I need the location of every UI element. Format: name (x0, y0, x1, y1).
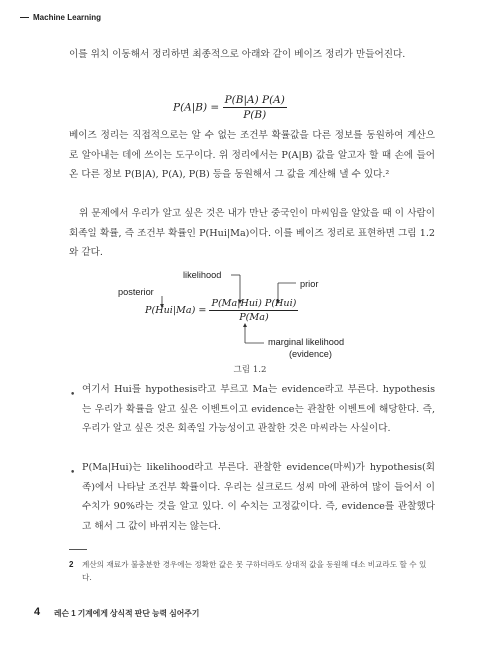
bullet-marker: • (70, 468, 76, 478)
label-marginal-likelihood: marginal likelihood (268, 337, 345, 347)
footnote-number: 2 (69, 560, 74, 569)
bullet-item-hypothesis: 여기서 Hui를 hypothesis라고 부르고 Ma는 evidence라고 부른다. hypothesis는 우리가 확률을 알고 싶은 이벤트이고 evidence는 관찰한 이벤트에 해당한다. 즉, 우리가 알고 싶은 것은 회족일 가능성이고 관찰한 것은 마씨라는 사실이다. (82, 384, 435, 434)
bayes-equation (173, 94, 287, 121)
figure-caption: 그림 1.2 (233, 365, 267, 375)
page-number: 4 (34, 606, 41, 618)
figure-numerator: P(Ma|Hui) P(Hui) (211, 298, 297, 309)
figure-lhs: P(Hui|Ma) = (145, 305, 207, 316)
figure-equation (145, 298, 298, 323)
label-prior: prior (300, 279, 319, 289)
equation-denominator: P(B) (243, 109, 267, 121)
marginal-arrowhead (243, 323, 247, 327)
chapter-title: 레슨 1 기계에게 상식적 판단 능력 심어주기 (54, 609, 200, 618)
figure-fraction (209, 298, 298, 323)
figure-denominator: P(Ma) (239, 312, 269, 323)
header-section-title: Machine Learning (33, 13, 102, 22)
label-posterior: posterior (118, 287, 154, 297)
footnote-divider (69, 549, 87, 550)
equation-numerator: P(B|A) P(A) (224, 94, 285, 106)
bullet-item-likelihood: P(Ma|Hui)는 likelihood라고 부른다. 관찰한 evidence(마씨)가 hypothesis(회족)에서 나타날 조건부 확률이다. 우리는 실크로드 성씨 마에 관하여 많이 들어서 이 수치가 90%라는 것을 알고 있다. 이 수치는 고정값이다. 즉, evidence를 관찰했다고 해서 그 값이 바뀌지는 않는다. (82, 462, 435, 532)
label-evidence: (evidence) (289, 349, 332, 359)
paragraph-problem: 위 문제에서 우리가 알고 싶은 것은 내가 만난 중국인이 마씨임을 알았을 때 이 사람이 회족일 확률, 즉 조건부 확률인 P(Hui|Ma)이다. 이를 베이즈 정리로 표현하면 그림 1.2와 같다. (69, 208, 435, 258)
bullet-marker: • (70, 390, 76, 400)
equation-lhs: P(A|B) = (173, 101, 220, 114)
label-likelihood: likelihood (183, 270, 222, 280)
footnote-text: 계산의 재료가 불충분한 경우에는 정확한 값은 못 구하더라도 상대적 값을 동원해 대소 비교라도 할 수 있다. (82, 560, 427, 582)
equation-fraction (223, 94, 287, 121)
paragraph-bayes-explanation: 베이즈 정리는 직접적으로는 알 수 없는 조건부 확률값을 다른 정보를 동원하여 계산으로 알아내는 데에 쓰이는 도구이다. 위 정리에서는 P(A|B) 값을 알고자 할 때 손에 들어온 다른 정보 P(B|A), P(A), P(B) 등을 동원해서 그 값을 계산해 낼 수 있다.² (69, 130, 435, 180)
paragraph-intro: 이를 위치 이동해서 정리하면 최종적으로 아래와 같이 베이즈 정리가 만들어진다. (69, 49, 406, 60)
header-rule (20, 17, 29, 18)
running-header (20, 13, 101, 22)
